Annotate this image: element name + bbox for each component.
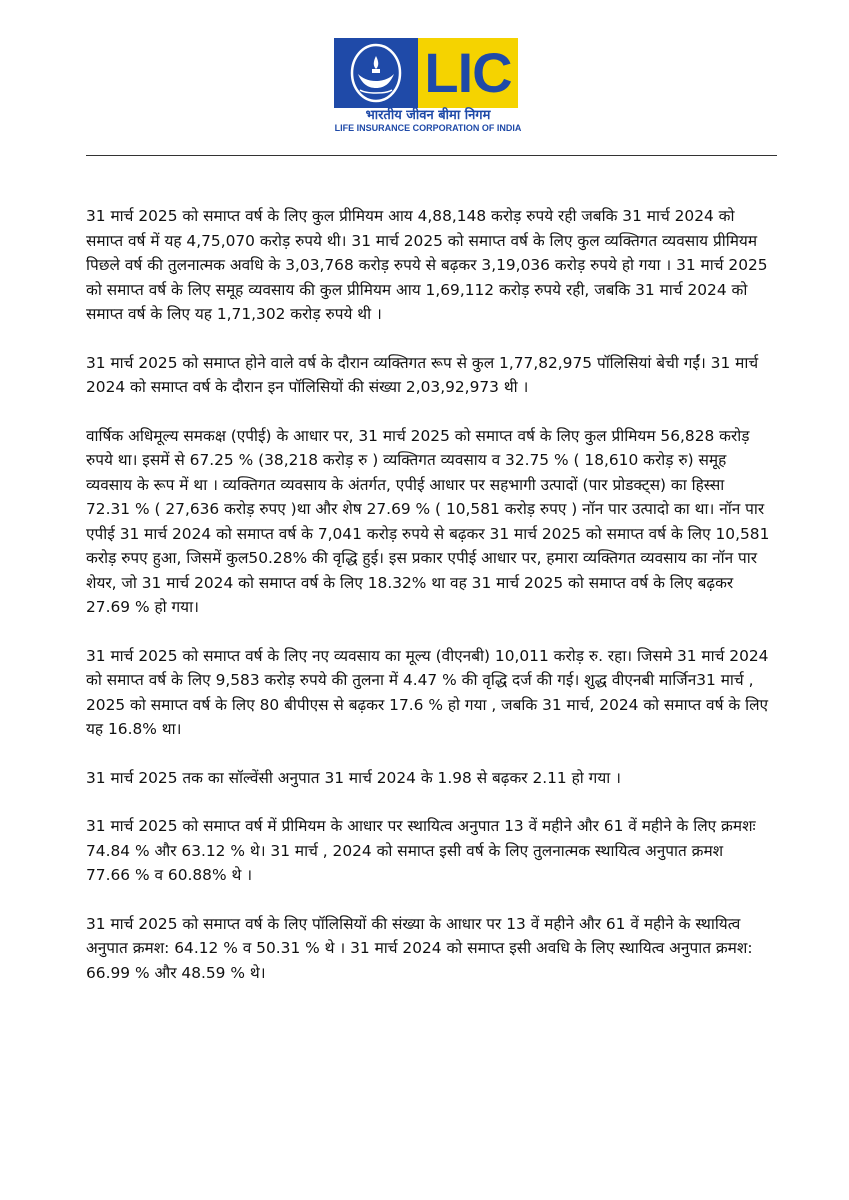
paragraph-persistency-policies: 31 मार्च 2025 को समाप्त वर्ष के लिए पॉलिसियों की संख्या के आधार पर 13 वें महीने और 61 वें महीने के स्थायित्व अनुपात क्रमश: 64.12 % व 50.31 % थे । 31 मार्च 2024 को समाप्त इसी अवधि के लिए स्थायित्व अनुपात क्रमश: 66.99 % और 48.59 % थे। [86,914,753,982]
paragraph-solvency: 31 मार्च 2025 तक का सॉल्वेंसी अनुपात 31 मार्च 2024 के 1.98 से बढ़कर 2.11 हो गया । [86,768,621,787]
lic-english-name: LIFE INSURANCE CORPORATION OF INDIA [334,123,522,133]
lic-hindi-name: भारतीय जीवन बीमा निगम [365,108,491,123]
paragraph-persistency-premium: 31 मार्च 2025 को समाप्त वर्ष में प्रीमियम के आधार पर स्थायित्व अनुपात 13 वें महीने और 61 वें महीने के लिए क्रमशः 74.84 % और 63.12 % थे। 31 मार्च , 2024 को समाप्त इसी वर्ष के लिए तुलनात्मक स्थायित्व अनुपात क्रमश 77.66 % व 60.88% थे । [86,817,756,884]
paragraph-policies-sold: 31 मार्च 2025 को समाप्त होने वाले वर्ष के दौरान व्यक्तिगत रूप से कुल 1,77,82,975 पॉलिसियां बेची गईं। 31 मार्च 2024 को समाप्त वर्ष के दौरान इन पॉलिसियों की संख्या 2,03,92,973 थी । [86,353,759,396]
lic-emblem [334,38,418,108]
paragraph-ape-basis: वार्षिक अधिमूल्य समकक्ष (एपीई) के आधार पर, 31 मार्च 2025 को समाप्त वर्ष के लिए कुल प्रीमियम 56,828 करोड़ रुपये था। इसमें से 67.25 % (38,218 करोड़ रु ) व्यक्तिगत व्यवसाय व 32.75 % ( 18,610 करोड़ रु) समूह व्यवसाय के रूप में था । व्यक्तिगत व्यवसाय के अंतर्गत, एपीई आधार पर सहभागी उत्पादों (पार प्रोडक्ट्स) का हिस्सा 72.31 % ( 27,636 करोड़ रुपए )था और शेष 27.69 % ( 10,581 करोड़ रुपए ) नॉन पार उत्पादो का था। नॉन पार एपीई 31 मार्च 2024 को समाप्त वर्ष के 7,041 करोड़ रुपये से बढ़कर 31 मार्च 2025 को समाप्त वर्ष के लिए 10,581 करोड़ रुपए हुआ, जिसमें कुल50.28% की वृद्धि हुई। इस प्रकार एपीई आधार पर, हमारा व्यक्तिगत व्यवसाय का नॉन पार शेयर, जो 31 मार्च 2024 को समाप्त वर्ष के लिए 18.32% था वह 31 मार्च 2025 को समाप्त वर्ष के लिए बढ़कर 27.69 % हो गया। [86,426,770,616]
lic-letters: LIC [418,38,518,108]
press-release-body [86,204,771,1009]
paragraph-vnb: 31 मार्च 2025 को समाप्त वर्ष के लिए नए व्यवसाय का मूल्य (वीएनबी) 10,011 करोड़ रु. रहा। जिसमे 31 मार्च 2024 को समाप्त वर्ष के लिए 9,583 करोड़ रुपये की तुलना में 4.47 % की वृद्धि दर्ज की गई। शुद्ध वीएनबी मार्जिन31 मार्च , 2025 को समाप्त वर्ष के लिए 80 बीपीएस से बढ़कर 17.6 % हो गया , जबकि 31 मार्च, 2024 को समाप्त वर्ष के लिए यह 16.8% था। [86,646,769,738]
lic-logo [334,38,522,134]
header-divider [86,155,777,156]
paragraph-premium-income: 31 मार्च 2025 को समाप्त वर्ष के लिए कुल प्रीमियम आय 4,88,148 करोड़ रुपये रही जबकि 31 मार्च 2024 को समाप्त वर्ष में यह 4,75,070 करोड़ रुपये थी। 31 मार्च 2025 को समाप्त वर्ष के लिए कुल व्यक्तिगत व्यवसाय प्रीमियम पिछले वर्ष की तुलनात्मक अवधि के 3,03,768 करोड़ रुपये से बढ़कर 3,19,036 करोड़ रुपये हो गया । 31 मार्च 2025 को समाप्त वर्ष के लिए समूह व्यवसाय की कुल प्रीमियम आय 1,69,112 करोड़ रुपये रही, जबकि 31 मार्च 2024 को समाप्त वर्ष के लिए यह 1,71,302 करोड़ रुपये थी । [86,207,768,323]
lic-hands-lamp-emblem-icon [334,38,418,108]
